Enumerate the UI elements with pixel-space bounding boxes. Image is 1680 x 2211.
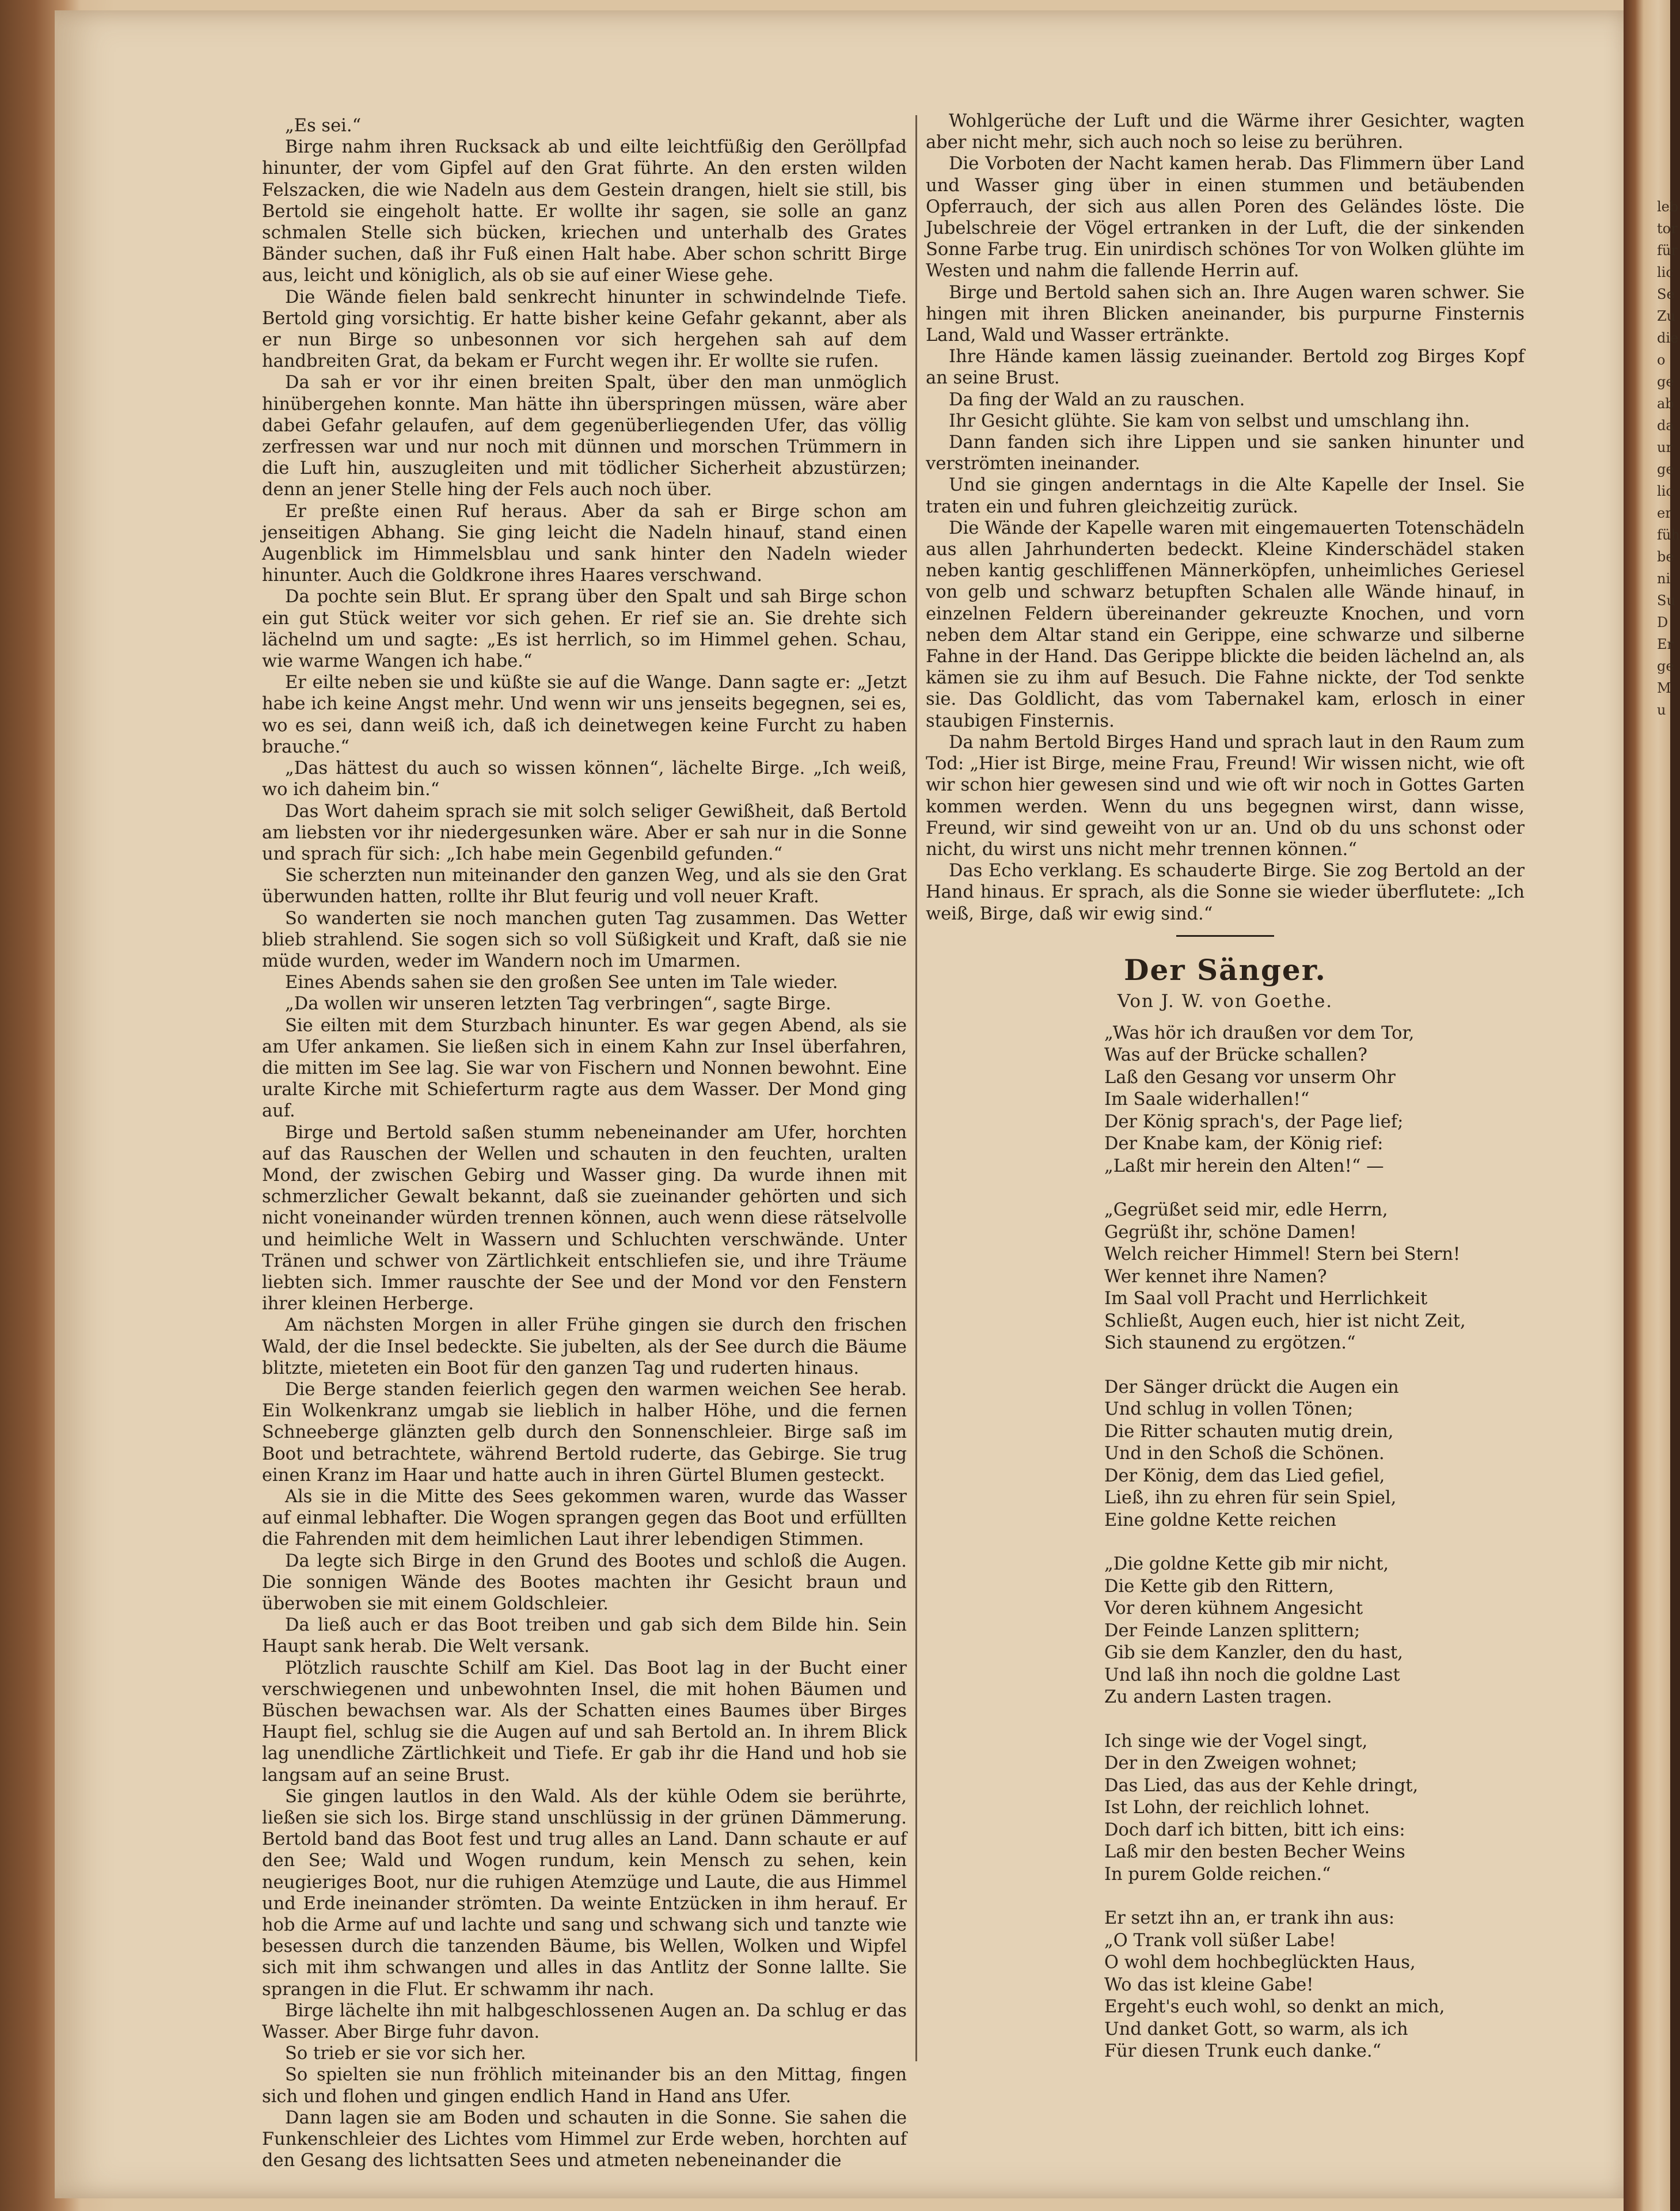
- paragraph: Da nahm Bertold Birges Hand und sprach laut in den Raum zum Tod: „Hier ist Birge, meine Frau, Freund! Wir wissen nicht, wie oft wir schon hier gewesen sind und wie oft wir noch in Gottes Garten kommen werden. Wenn du uns begegnen wirst, dann wisse, Freund, wir sind geweiht von ur an. Und ob du uns schonst oder nicht, du wirst uns nicht mehr trennen können.“: [926, 732, 1525, 860]
- paragraph: Er eilte neben sie und küßte sie auf die Wange. Dann sagte er: „Jetzt habe ich keine Angst mehr. Und wenn wir uns jenseits begegnen, sei es, wo es sei, dann weiß ich, daß ich deinetwegen keine Furcht zu haben brauche.“: [262, 673, 907, 757]
- poem-verse: Was auf der Brücke schallen?: [1104, 1045, 1367, 1066]
- poem-verse: Zu andern Lasten tragen.: [1104, 1687, 1332, 1708]
- paragraph: Sie scherzten nun miteinander den ganzen Weg, und als sie den Grat überwunden hatten, rollte ihr Blut feurig und voll neuer Kraft.: [262, 865, 907, 907]
- paragraph: Sie gingen lautlos in den Wald. Als der kühle Odem sie berührte, ließen sie sich los. Birge stand unschlüssig in der grünen Dämmerung. Bertold band das Boot fest und trug alles an Land. Dann schaute er auf den See; Wald und Wogen rundum, kein Mensch zu sehen, kein neugieriges Boot, nur die ruhigen Atemzüge und Laute, die aus Himmel und Erde ineinander strömten. Da weinte Entzücken in ihm herauf. Er hob die Arme auf und lachte und sang und schwang sich und tanzte wie besessen durch die tanzenden Bäume, bis Wellen, Wolken und Wipfel sich mit ihm schwangen und alles in das Antlitz der Sonne lallte. Sie sprangen in die Flut. Er schwamm ihr nach.: [262, 1786, 907, 2000]
- edge-fragment: o: [1657, 352, 1666, 368]
- poem-verse: Sich staunend zu ergötzen.“: [1104, 1333, 1356, 1354]
- poem-verse: Im Saal voll Pracht und Herrlichkeit: [1104, 1289, 1428, 1309]
- poem-verse: O wohl dem hochbeglückten Haus,: [1104, 1952, 1416, 1973]
- edge-fragment: füh: [1657, 527, 1680, 543]
- poem-verse: Wer kennet ihre Namen?: [1104, 1266, 1327, 1287]
- poem-verse: Laß mir den besten Becher Weins: [1104, 1842, 1405, 1863]
- poem-verse: Ergeht's euch wohl, so denkt an mich,: [1104, 1997, 1445, 2018]
- paragraph: Die Vorboten der Nacht kamen herab. Das Flimmern über Land und Wasser ging über in einen stummen und betäubenden Opferrauch, der sich aus allen Poren des Geländes löste. Die Jubelschreie der Vögel ertranken in der Luft, die der sinkenden Sonne Farbe trug. Ein unirdisch schönes Tor von Wolken glühte im Westen und nahm die fallende Herrin auf.: [926, 154, 1525, 282]
- left-text-column: [262, 115, 907, 2172]
- poem-stanza: [926, 1199, 1525, 1355]
- paragraph: Eines Abends sahen sie den großen See unten im Tale wieder.: [285, 972, 838, 993]
- poem-stanza: [926, 1023, 1525, 1178]
- paragraph: Birge und Bertold sahen sich an. Ihre Augen waren schwer. Sie hingen mit ihren Blicken aneinander, bis purpurne Finsternis Land, Wald und Wasser ertränkte.: [926, 282, 1525, 346]
- poem-verse: Der in den Zweigen wohnet;: [1104, 1753, 1358, 1774]
- edge-fragment: da: [1657, 417, 1674, 434]
- edge-fragment: ab: [1657, 396, 1674, 412]
- paragraph: „Das hättest du auch so wissen können“, lächelte Birge. „Ich weiß, wo ich daheim bin.“: [262, 758, 907, 800]
- poem-stanza: [926, 1731, 1525, 1886]
- poem-stanza: [926, 1377, 1525, 1532]
- edge-fragment: ge: [1657, 658, 1674, 674]
- edge-fragment: für: [1657, 242, 1678, 259]
- column-divider: [915, 115, 917, 2061]
- poem-verse: Der Knabe kam, der König rief:: [1104, 1134, 1383, 1154]
- poem-body: [926, 1023, 1525, 2063]
- next-page-fragments: [1657, 196, 1680, 721]
- edge-fragment: Su: [1657, 592, 1675, 609]
- poem-verse: „O Trank voll süßer Labe!: [1104, 1930, 1336, 1951]
- edge-fragment: ge: [1657, 374, 1674, 390]
- edge-fragment: tor: [1657, 221, 1678, 237]
- edge-fragment: u: [1657, 702, 1666, 718]
- poem-verse: Laß den Gesang vor unserm Ohr: [1104, 1067, 1396, 1088]
- poem-verse: Doch darf ich bitten, bitt ich eins:: [1104, 1819, 1405, 1840]
- poem-verse: Wo das ist kleine Gabe!: [1104, 1974, 1314, 1995]
- edge-fragment: D: [1657, 614, 1668, 630]
- poem-verse: Welch reicher Himmel! Stern bei Stern!: [1104, 1244, 1461, 1265]
- poem-verse: Gib sie dem Kanzler, den du hast,: [1104, 1643, 1403, 1663]
- poem-verse: Der Sänger drückt die Augen ein: [1104, 1377, 1399, 1397]
- poem-verse: Der König sprach's, der Page lief;: [1104, 1111, 1404, 1132]
- edge-fragment: lic: [1657, 483, 1674, 499]
- paragraph: Birge nahm ihren Rucksack ab und eilte leichtfüßig den Geröllpfad hinunter, der vom Gipfel auf den Grat führte. An den ersten wilden Felszacken, die wie Nadeln aus dem Gestein drangen, hielt sie still, bis Bertold sie eingeholt hatte. Er wollte ihr sagen, sie solle an ganz schmalen Stelle sich bücken, kriechen und unterhalb des Grates Bänder suchen, daß ihr Fuß einen Halt habe. Aber schon schritt Birge aus, leicht und königlich, als ob sie auf einer Wiese gehe.: [262, 137, 907, 286]
- poem-verse: Ist Lohn, der reichlich lohnet.: [1104, 1798, 1370, 1818]
- edge-fragment: ni: [1657, 571, 1671, 587]
- paragraph: Da sah er vor ihr einen breiten Spalt, über den man unmöglich hinübergehen konnte. Man hätte ihn überspringen müssen, wäre aber dabei Gefahr gelaufen, auf dem gegenüberliegenden Ufer, das völlig zerfressen war und nur noch mit dünnen und morschen Trümmern in die Luft hin, auszugleiten und mit tödlicher Sicherheit abzustürzen; denn an jener Stelle hing der Fels auch noch über.: [262, 373, 907, 500]
- paragraph: „Da wollen wir unseren letzten Tag verbringen“, sagte Birge.: [285, 994, 831, 1015]
- poem-stanza: [926, 1908, 1525, 2063]
- paragraph: Wohlgerüche der Luft und die Wärme ihrer Gesichter, wagten aber nicht mehr, sich auch noch so leise zu berühren.: [926, 111, 1525, 153]
- poem-verse: Für diesen Trunk euch danke.“: [1104, 2041, 1382, 2062]
- edge-fragment: lic: [1657, 264, 1674, 280]
- edge-fragment: er: [1657, 505, 1672, 521]
- poem-verse: Gegrüßt ihr, schöne Damen!: [1104, 1222, 1357, 1243]
- edge-fragment: die: [1657, 330, 1679, 346]
- poem-verse: In purem Golde reichen.“: [1104, 1864, 1331, 1885]
- poem-author: Von J. W. von Goethe.: [1117, 990, 1333, 1012]
- edge-fragment: ur: [1657, 439, 1673, 455]
- poem-verse: Eine goldne Kette reichen: [1104, 1510, 1337, 1530]
- poem-verse: Und schlug in vollen Tönen;: [1104, 1399, 1354, 1420]
- poem-verse: „Laßt mir herein den Alten!“ —: [1104, 1156, 1384, 1176]
- poem-verse: „Was hör ich draußen vor dem Tor,: [1104, 1023, 1415, 1043]
- paragraph: Das Wort daheim sprach sie mit solch seliger Gewißheit, daß Bertold am liebsten vor ihr niedergesunken wäre. Aber er sah nur in die Sonne und sprach für sich: „Ich habe mein Gegenbild gefunden.“: [262, 801, 907, 864]
- paragraph: Da pochte sein Blut. Er sprang über den Spalt und sah Birge schon ein gut Stück weiter vor sich gehen. Er rief sie an. Sie drehte sich lächelnd um und sagte: „Es ist herrlich, so im Himmel gehen. Schau, wie warme Wangen ich habe.“: [262, 587, 907, 672]
- edge-fragment: Er: [1657, 636, 1674, 652]
- poem-title: Der Sänger.: [1124, 952, 1326, 987]
- poem-verse: Ich singe wie der Vogel singt,: [1104, 1731, 1368, 1752]
- poem-verse: Und laß ihn noch die goldne Last: [1104, 1665, 1400, 1685]
- paragraph: Dann lagen sie am Boden und schauten in die Sonne. Sie sahen die Funkenschleier des Lichtes vom Himmel zur Erde weben, horchten auf den Gesang des lichtsatten Sees und atmeten nebeneinander die: [262, 2107, 907, 2171]
- edge-fragment: M: [1657, 680, 1671, 696]
- poem-verse: „Gegrüßet seid mir, edle Herrn,: [1104, 1200, 1388, 1221]
- section-divider: [1176, 935, 1274, 937]
- edge-fragment: be: [1657, 549, 1674, 565]
- poem-verse: Die Kette gib den Rittern,: [1104, 1576, 1334, 1597]
- right-text-column: [926, 111, 1525, 2085]
- poem-verse: Schließt, Augen euch, hier ist nicht Zeit,: [1104, 1310, 1466, 1331]
- paragraph: Birge lächelte ihn mit halbgeschlossenen Augen an. Da schlug er das Wasser. Aber Birge fuhr davon.: [262, 2000, 907, 2043]
- paragraph: Als sie in die Mitte des Sees gekommen waren, wurde das Wasser auf einmal lebhafter. Die Wogen sprangen gegen das Boot und erfüllten die Fahrenden mit dem heimlichen Laut ihrer lebendigen Stimmen.: [262, 1487, 907, 1550]
- paragraph: So spielten sie nun fröhlich miteinander bis an den Mittag, fingen sich und flohen und gingen endlich Hand in Hand ans Ufer.: [262, 2065, 907, 2107]
- paragraph: Die Wände fielen bald senkrecht hinunter in schwindelnde Tiefe. Bertold ging vorsichtig. Er hatte bisher keine Gefahr gekannt, aber als er nun Birge so unbesonnen vor sich hergehen sah auf dem handbreiten Grat, da bekam er Furcht wegen ihr. Er wollte sie rufen.: [262, 287, 907, 372]
- paragraph: Und sie gingen anderntags in die Alte Kapelle der Insel. Sie traten ein und fuhren gleichzeitig zurück.: [926, 475, 1525, 517]
- poem-verse: Und danket Gott, so warm, als ich: [1104, 2019, 1408, 2039]
- poem-verse: Vor deren kühnem Angesicht: [1104, 1598, 1363, 1619]
- paragraph: Ihr Gesicht glühte. Sie kam von selbst und umschlang ihn.: [949, 411, 1470, 431]
- poem-verse: Die Ritter schauten mutig drein,: [1104, 1421, 1394, 1442]
- poem-verse: Und in den Schoß die Schönen.: [1104, 1443, 1385, 1464]
- paragraph: Ihre Hände kamen lässig zueinander. Bertold zog Birges Kopf an seine Brust.: [926, 347, 1525, 389]
- poem-verse: Er setzt ihn an, er trank ihn aus:: [1104, 1908, 1395, 1929]
- poem-stanza: [926, 1553, 1525, 1709]
- poem-verse: Im Saale widerhallen!“: [1104, 1089, 1310, 1110]
- paragraph: So wanderten sie noch manchen guten Tag zusammen. Das Wetter blieb strahlend. Sie sogen sich so voll Süßigkeit und Kraft, daß sie nie müde wurden, weder im Wandern noch im Umarmen.: [262, 908, 907, 971]
- paragraph: Da fing der Wald an zu rauschen.: [949, 389, 1245, 410]
- paragraph: Am nächsten Morgen in aller Frühe gingen sie durch den frischen Wald, der die Insel bedeckte. Sie jubelten, als der See durch die Bäume blitzte, mieteten ein Boot für den ganzen Tag und ruderten hinaus.: [262, 1315, 907, 1378]
- paragraph: Er preßte einen Ruf heraus. Aber da sah er Birge schon am jenseitigen Abhang. Sie ging leicht die Nadeln hinauf, stand einen Augenblick im Himmelsblau und sank hinter den Nadeln wieder hinunter. Auch die Goldkrone ihres Haares verschwand.: [262, 501, 907, 586]
- paragraph: Die Berge standen feierlich gegen den warmen weichen See herab. Ein Wolkenkranz umgab sie lieblich in halber Höhe, und die fernen Schneeberge glänzten gelb durch den Sonnenschleier. Birge saß im Boot und betrachtete, während Bertold ruderte, das Gebirge. Sie trug einen Kranz im Haar und hatte auch in ihren Gürtel Blumen gesteckt.: [262, 1379, 907, 1486]
- poem-verse: „Die goldne Kette gib mir nicht,: [1104, 1554, 1389, 1575]
- edge-fragment: Zu: [1657, 308, 1676, 324]
- paragraph: Birge und Bertold saßen stumm nebeneinander am Ufer, horchten auf das Rauschen der Wellen und schauten in den feuchten, uralten Mond, der zwischen Gebirg und Wasser ging. Da wurde ihnen mit schmerzlicher Gewalt bekannt, daß sie zueinander gehörten und sich nicht voneinander würden trennen können, auch wenn diese rätselvolle und heimliche Welt in Wassern und Schluchten verschwände. Unter Tränen und schwer von Zärtlichkeit entschliefen sie, und ihre Träume liebten sich. Immer rauschte der See und der Mond vor den Fenstern ihrer kleinen Herberge.: [262, 1122, 907, 1315]
- paragraph: „Es sei.“: [285, 116, 362, 136]
- paragraph: Plötzlich rauschte Schilf am Kiel. Das Boot lag in der Bucht einer verschwiegenen und unbewohnten Insel, die mit hohen Bäumen und Büschen bewachsen war. Als der Schatten eines Baumes über Birges Haupt fiel, schlug sie die Augen auf und sah Bertold an. In ihrem Blick lag unendliche Zärtlichkeit und Tiefe. Er gab ihr die Hand und hob sie langsam auf an seine Brust.: [262, 1658, 907, 1785]
- story-ending: [926, 111, 1525, 925]
- paragraph: Da legte sich Birge in den Grund des Bootes und schloß die Augen. Die sonnigen Wände des Bootes machten ihr Gesicht braun und überwoben sie mit einem Goldschleier.: [262, 1551, 907, 1614]
- poem-verse: Der Feinde Lanzen splittern;: [1104, 1620, 1360, 1641]
- edge-fragment: leb: [1657, 199, 1679, 215]
- paragraph: Das Echo verklang. Es schauderte Birge. Sie zog Bertold an der Hand hinaus. Er sprach, als die Sonne sie wieder überflutete: „Ich weiß, Birge, daß wir ewig sind.“: [926, 861, 1525, 924]
- paragraph: Da ließ auch er das Boot treiben und gab sich dem Bilde hin. Sein Haupt sank herab. Die Welt versank.: [262, 1615, 907, 1657]
- paragraph: Sie eilten mit dem Sturzbach hinunter. Es war gegen Abend, als sie am Ufer ankamen. Sie ließen sich in einem Kahn zur Insel überfahren, die mitten im See lag. Sie war von Fischern und Nonnen bewohnt. Eine uralte Kirche mit Schieferturm ragte aus dem Wasser. Der Mond ging auf.: [262, 1015, 907, 1122]
- poem-verse: Der König, dem das Lied gefiel,: [1104, 1465, 1385, 1486]
- paragraph: So trieb er sie vor sich her.: [285, 2043, 526, 2064]
- edge-fragment: Se: [1657, 286, 1675, 302]
- poem-verse: Das Lied, das aus der Kehle dringt,: [1104, 1775, 1419, 1796]
- poem-verse: Ließ, ihn zu ehren für sein Spiel,: [1104, 1488, 1397, 1509]
- paragraph: Dann fanden sich ihre Lippen und sie sanken hinunter und verströmten ineinander.: [926, 432, 1525, 474]
- paragraph: Die Wände der Kapelle waren mit eingemauerten Totenschädeln aus allen Jahrhunderten bedeckt. Kleine Kinderschädel staken neben kantig geschliffenen Männerköpfen, unheimliches Geriesel von gelb und schwarz betupften Schalen alle Wände hinauf, in einzelnen Feldern übereinander gekreuzte Knochen, und vorn neben dem Altar stand ein Gerippe, eine schwarze und silberne Fahne in der Hand. Das Gerippe blickte die beiden lächelnd an, als kämen sie zu ihm auf Besuch. Die Fahne nickte, der Tod senkte sie. Das Goldlicht, das vom Tabernakel kam, erlosch in einer staubigen Finsternis.: [926, 518, 1525, 731]
- edge-fragment: ge: [1657, 461, 1674, 477]
